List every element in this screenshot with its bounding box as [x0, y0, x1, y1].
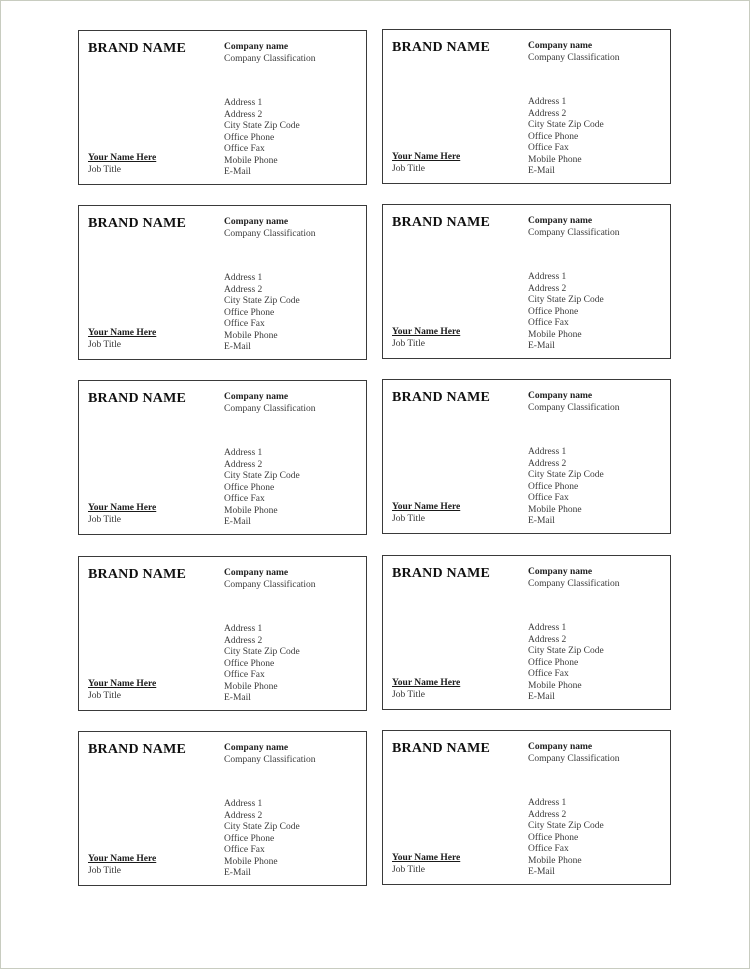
address-1: Address 1: [224, 799, 263, 809]
address-1: Address 1: [224, 624, 263, 634]
office-fax: Office Fax: [224, 319, 265, 329]
job-title: Job Title: [88, 164, 122, 175]
mobile-phone: Mobile Phone: [528, 855, 582, 866]
address-1: Address 1: [528, 272, 567, 282]
your-name: Your Name Here: [88, 503, 157, 513]
mobile-phone: Mobile Phone: [224, 330, 278, 341]
address-2: Address 2: [528, 283, 567, 294]
contact-details: [528, 97, 604, 178]
brand-name: BRAND NAME: [392, 741, 491, 756]
company-name: Company name: [224, 568, 289, 578]
email: E-Mail: [528, 166, 555, 176]
address-2: Address 2: [528, 809, 567, 820]
address-1: Address 1: [528, 623, 567, 633]
job-title: Job Title: [88, 865, 122, 876]
city-state-zip: City State Zip Code: [528, 821, 604, 831]
mobile-phone: Mobile Phone: [224, 681, 278, 692]
address-2: Address 2: [224, 109, 263, 120]
office-phone: Office Phone: [224, 658, 275, 669]
office-fax: Office Fax: [528, 669, 569, 679]
office-phone: Office Phone: [224, 833, 275, 844]
your-name: Your Name Here: [392, 152, 461, 162]
business-card: [382, 29, 671, 184]
business-card: [382, 555, 671, 710]
company-classification: Company Classification: [528, 402, 620, 413]
contact-details: [224, 273, 300, 354]
business-card: [78, 205, 367, 360]
office-phone: Office Phone: [224, 132, 275, 143]
address-2: Address 2: [528, 108, 567, 119]
office-fax: Office Fax: [528, 493, 569, 503]
brand-name: BRAND NAME: [88, 41, 187, 56]
company-name: Company name: [224, 743, 289, 753]
mobile-phone: Mobile Phone: [528, 329, 582, 340]
address-2: Address 2: [224, 284, 263, 295]
company-name: Company name: [528, 567, 593, 577]
email: E-Mail: [528, 692, 555, 702]
address-2: Address 2: [528, 634, 567, 645]
your-name: Your Name Here: [392, 678, 461, 688]
city-state-zip: City State Zip Code: [528, 120, 604, 130]
city-state-zip: City State Zip Code: [224, 822, 300, 832]
mobile-phone: Mobile Phone: [528, 504, 582, 515]
city-state-zip: City State Zip Code: [528, 646, 604, 656]
address-2: Address 2: [528, 458, 567, 469]
contact-details: [224, 624, 300, 705]
office-phone: Office Phone: [224, 482, 275, 493]
brand-name: BRAND NAME: [392, 390, 491, 405]
job-title: Job Title: [88, 339, 122, 350]
city-state-zip: City State Zip Code: [528, 295, 604, 305]
office-fax: Office Fax: [528, 318, 569, 328]
office-fax: Office Fax: [224, 494, 265, 504]
company-classification: Company Classification: [224, 228, 316, 239]
city-state-zip: City State Zip Code: [224, 647, 300, 657]
contact-details: [528, 623, 604, 704]
office-phone: Office Phone: [528, 832, 579, 843]
job-title: Job Title: [392, 864, 426, 875]
job-title: Job Title: [392, 513, 426, 524]
brand-name: BRAND NAME: [88, 216, 187, 231]
email: E-Mail: [224, 167, 251, 177]
address-1: Address 1: [528, 447, 567, 457]
contact-details: [224, 448, 300, 529]
company-classification: Company Classification: [224, 403, 316, 414]
company-classification: Company Classification: [224, 53, 316, 64]
office-phone: Office Phone: [528, 481, 579, 492]
email: E-Mail: [528, 341, 555, 351]
your-name: Your Name Here: [392, 853, 461, 863]
contact-details: [224, 98, 300, 179]
email: E-Mail: [224, 517, 251, 527]
office-fax: Office Fax: [224, 670, 265, 680]
job-title: Job Title: [392, 689, 426, 700]
company-classification: Company Classification: [528, 52, 620, 63]
office-fax: Office Fax: [528, 143, 569, 153]
business-card: [382, 379, 671, 534]
address-1: Address 1: [224, 273, 263, 283]
mobile-phone: Mobile Phone: [224, 505, 278, 516]
address-2: Address 2: [224, 635, 263, 646]
office-fax: Office Fax: [224, 144, 265, 154]
email: E-Mail: [224, 342, 251, 352]
city-state-zip: City State Zip Code: [224, 471, 300, 481]
your-name: Your Name Here: [88, 679, 157, 689]
business-card: [78, 731, 367, 886]
company-name: Company name: [528, 391, 593, 401]
mobile-phone: Mobile Phone: [528, 154, 582, 165]
office-fax: Office Fax: [528, 844, 569, 854]
address-1: Address 1: [224, 448, 263, 458]
your-name: Your Name Here: [88, 153, 157, 163]
brand-name: BRAND NAME: [88, 742, 187, 757]
business-card: [78, 380, 367, 535]
mobile-phone: Mobile Phone: [528, 680, 582, 691]
email: E-Mail: [528, 867, 555, 877]
your-name: Your Name Here: [392, 327, 461, 337]
your-name: Your Name Here: [392, 502, 461, 512]
mobile-phone: Mobile Phone: [224, 856, 278, 867]
address-1: Address 1: [528, 97, 567, 107]
address-2: Address 2: [224, 810, 263, 821]
city-state-zip: City State Zip Code: [224, 296, 300, 306]
company-name: Company name: [224, 217, 289, 227]
office-phone: Office Phone: [224, 307, 275, 318]
contact-details: [528, 447, 604, 528]
job-title: Job Title: [88, 690, 122, 701]
brand-name: BRAND NAME: [88, 391, 187, 406]
contact-details: [528, 798, 604, 879]
job-title: Job Title: [88, 514, 122, 525]
business-card: [78, 30, 367, 185]
company-classification: Company Classification: [528, 578, 620, 589]
office-phone: Office Phone: [528, 131, 579, 142]
city-state-zip: City State Zip Code: [224, 121, 300, 131]
your-name: Your Name Here: [88, 328, 157, 338]
business-card: [78, 556, 367, 711]
company-name: Company name: [528, 742, 593, 752]
business-card: [382, 204, 671, 359]
company-name: Company name: [528, 216, 593, 226]
address-1: Address 1: [224, 98, 263, 108]
business-card: [382, 730, 671, 885]
contact-details: [528, 272, 604, 353]
company-classification: Company Classification: [224, 579, 316, 590]
your-name: Your Name Here: [88, 854, 157, 864]
brand-name: BRAND NAME: [392, 566, 491, 581]
company-name: Company name: [224, 42, 289, 52]
company-name: Company name: [224, 392, 289, 402]
mobile-phone: Mobile Phone: [224, 155, 278, 166]
company-classification: Company Classification: [528, 227, 620, 238]
contact-details: [224, 799, 300, 880]
address-2: Address 2: [224, 459, 263, 470]
email: E-Mail: [224, 693, 251, 703]
job-title: Job Title: [392, 338, 426, 349]
email: E-Mail: [528, 516, 555, 526]
company-classification: Company Classification: [224, 754, 316, 765]
email: E-Mail: [224, 868, 251, 878]
company-name: Company name: [528, 41, 593, 51]
company-classification: Company Classification: [528, 753, 620, 764]
office-phone: Office Phone: [528, 657, 579, 668]
office-phone: Office Phone: [528, 306, 579, 317]
brand-name: BRAND NAME: [392, 40, 491, 55]
brand-name: BRAND NAME: [392, 215, 491, 230]
address-1: Address 1: [528, 798, 567, 808]
city-state-zip: City State Zip Code: [528, 470, 604, 480]
brand-name: BRAND NAME: [88, 567, 187, 582]
office-fax: Office Fax: [224, 845, 265, 855]
job-title: Job Title: [392, 163, 426, 174]
